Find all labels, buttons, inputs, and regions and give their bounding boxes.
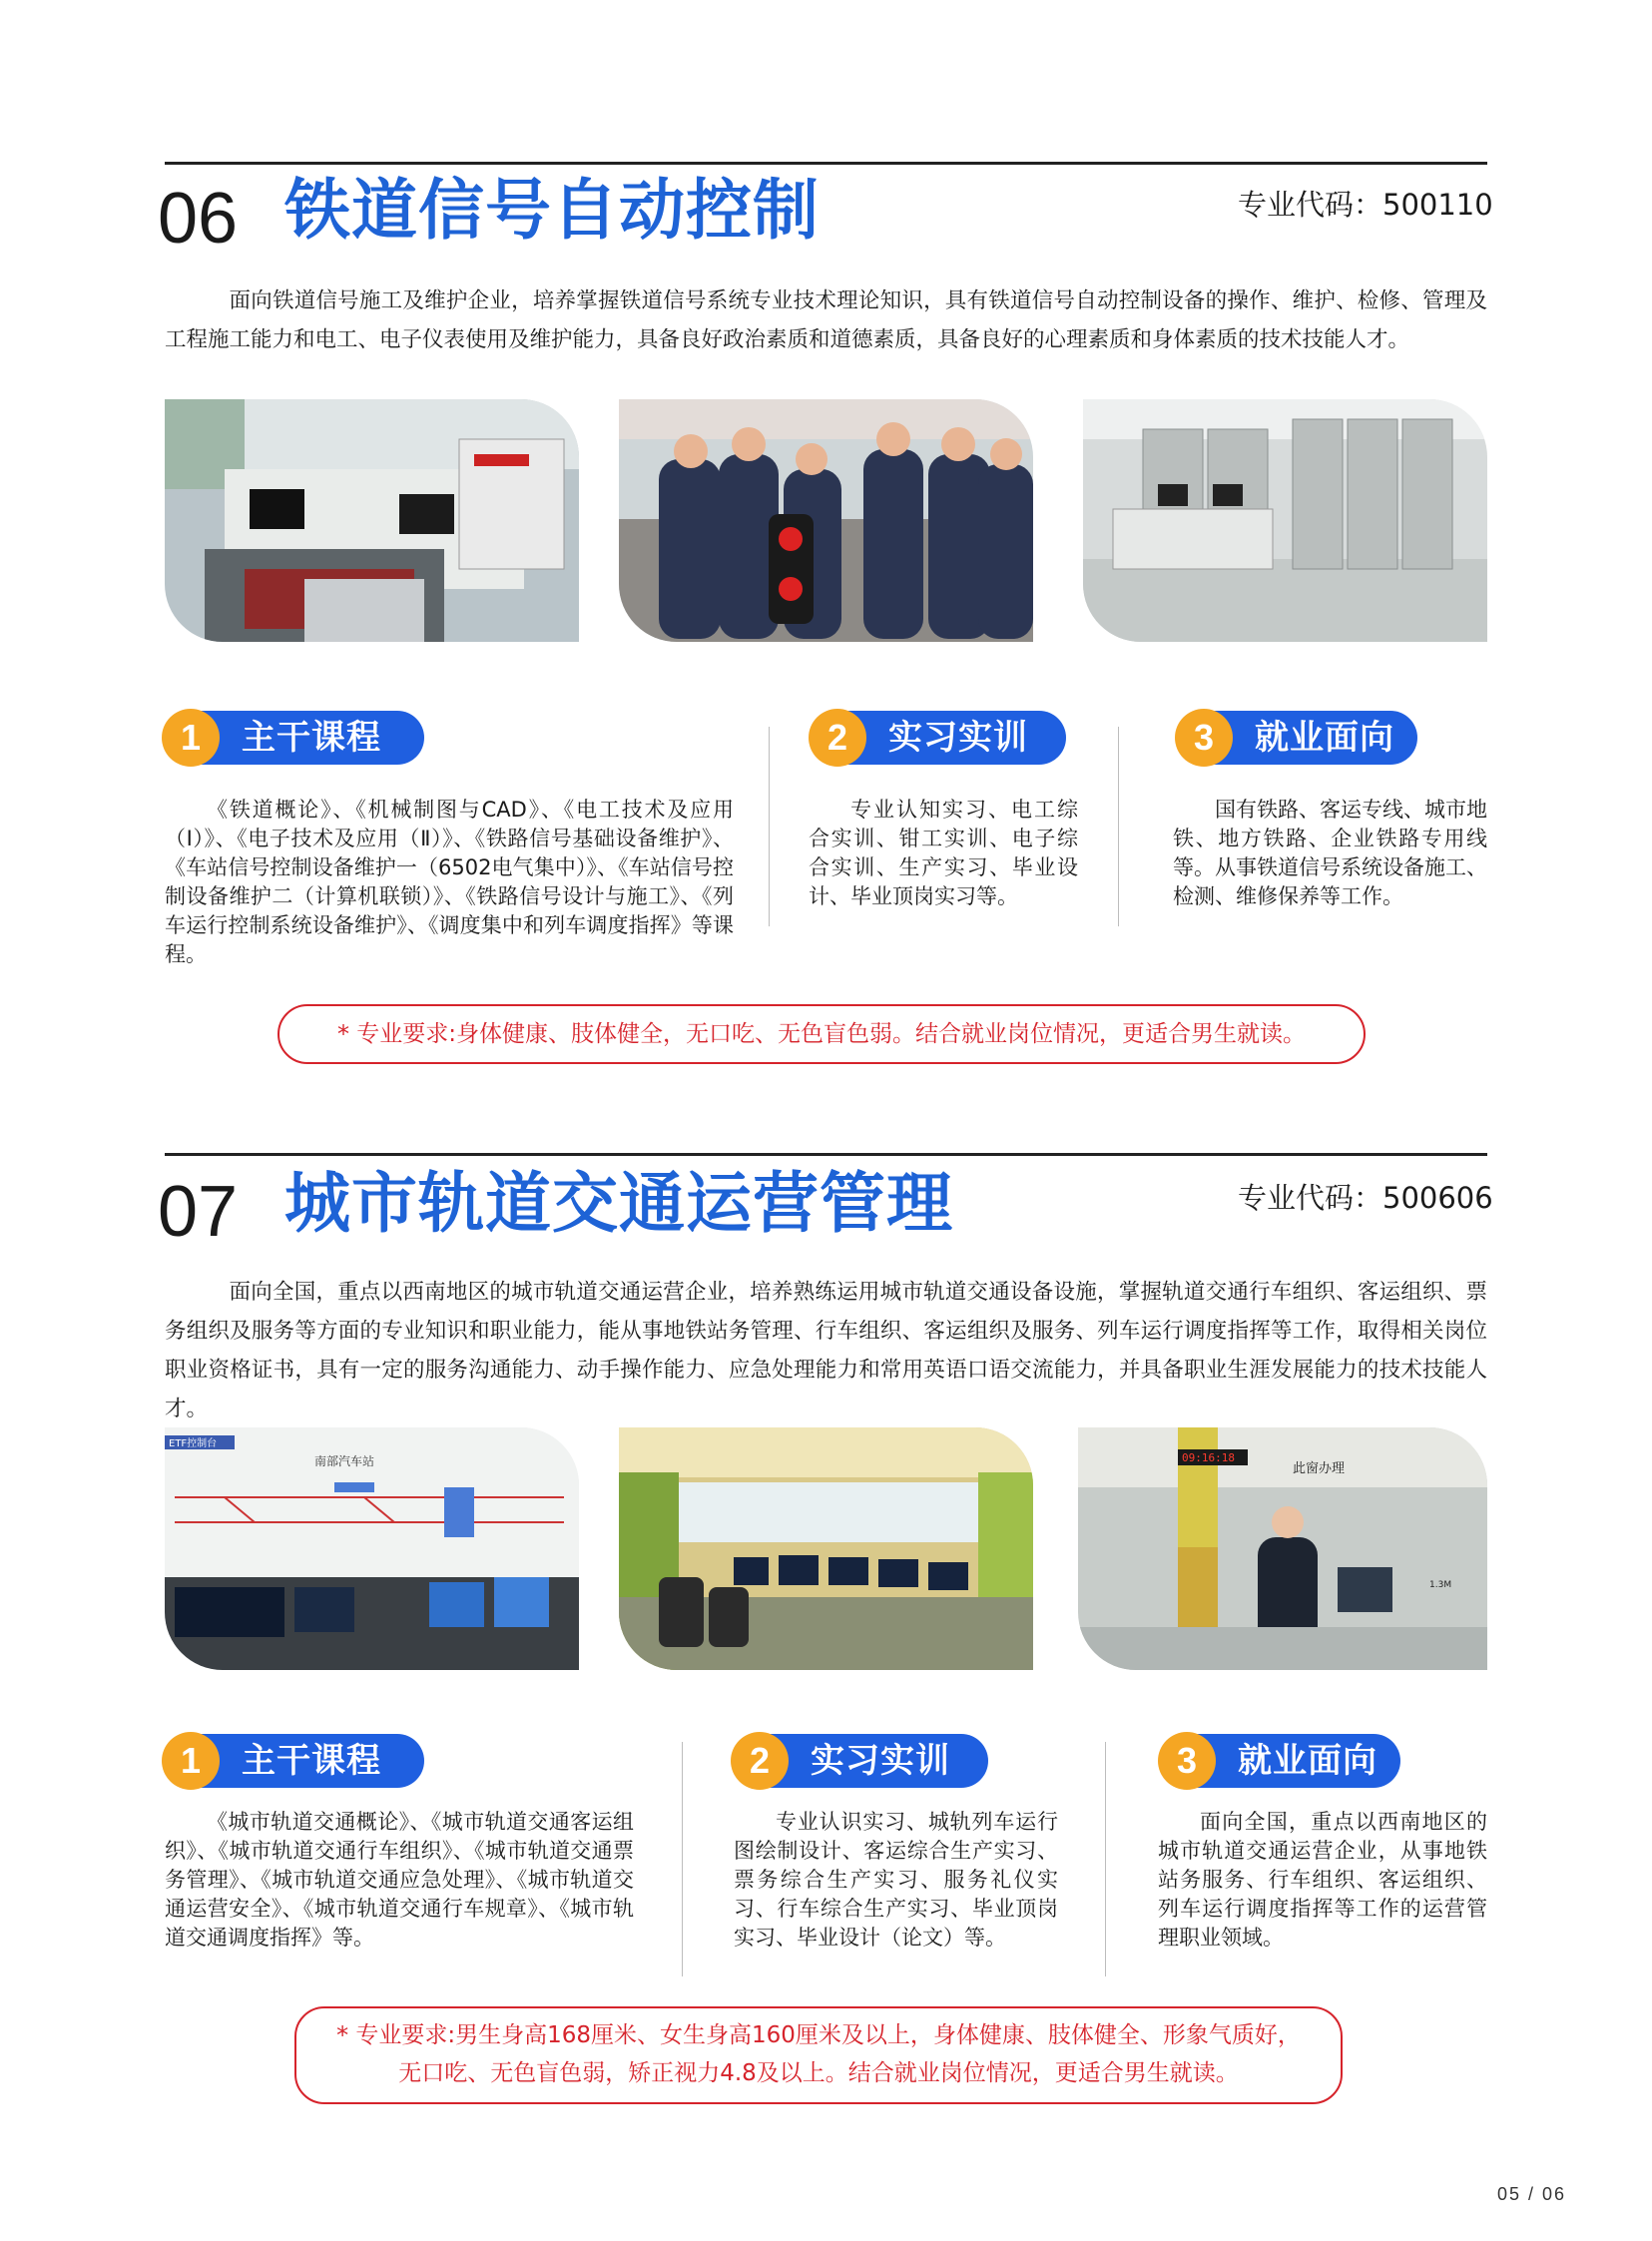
- photo-signal-lab: [165, 399, 579, 642]
- badge-number: 3: [1158, 1732, 1216, 1790]
- requirement-text: 专业要求:男生身高168厘米、女生身高160厘米及以上，身体健康、肢体健全、形象气质好，: [355, 2022, 1301, 2048]
- badge-number: 3: [1175, 709, 1233, 767]
- booth-sign: 此窗办理: [1293, 1461, 1346, 1476]
- requirement-line-2: 无口吃、无色盲色弱，矫正视力4.8及以上。结合就业岗位情况，更适合男生就读。: [398, 2060, 1239, 2086]
- section-07-requirement: [294, 2006, 1343, 2104]
- badge-number: 1: [162, 709, 220, 767]
- board-tag: ETF控制台: [169, 1438, 218, 1449]
- photo-simulation-room: [619, 1427, 1033, 1670]
- section-06-code: 专业代码：500110: [1238, 188, 1493, 222]
- photo-ticket-booth: [1078, 1427, 1487, 1670]
- requirement-line-1: [296, 2016, 1341, 2054]
- badge-number: 2: [731, 1732, 789, 1790]
- pill-internship: [817, 711, 1066, 765]
- section-06-requirement: [277, 1004, 1366, 1064]
- column-divider: [1118, 727, 1119, 926]
- pill-employment: [1183, 711, 1417, 765]
- column-divider: [682, 1742, 683, 1976]
- internship-text: 专业认识实习、城轨列车运行图绘制设计、客运综合生产实习、票务综合生产实习、服务礼仪实习、行车综合生产实习、毕业顶岗实习、毕业设计（论文）等。: [734, 1810, 1058, 1950]
- pill-label: 就业面向: [1238, 1741, 1377, 1781]
- section-07-title: 城市轨道交通运营管理: [284, 1165, 953, 1242]
- asterisk: *: [336, 1020, 349, 1048]
- section-07-number: 07: [158, 1172, 239, 1252]
- section-06-intro: 面向铁道信号施工及维护企业，培养掌握铁道信号系统专业技术理论知识，具有铁道信号自动控制设备的操作、维护、检修、管理及工程施工能力和电工、电子仪表使用及维护能力，具备良好政治素质和道德素质，具备良好的心理素质和身体素质的技术技能人才。: [165, 288, 1487, 352]
- photo-dispatch-center: [165, 1427, 579, 1670]
- core-courses-text: 《铁道概论》、《机械制图与CAD》、《电工技术及应用（Ⅰ）》、《电子技术及应用（Ⅱ）》、《铁路信号基础设备维护》、《车站信号控制设备维护一（6502电气集中）》、《车站信号控制设备维护二（计算机联锁）》、《铁路信号设计与施工》、《列车运行控制系统设备维护》、《调度集中和列车调度指挥》等课程。: [165, 798, 734, 966]
- badge-number: 1: [162, 1732, 220, 1790]
- employment-text: 国有铁路、客运专线、城市地铁、地方铁路、企业铁路专用线等。从事铁道信号系统设备施工、检测、维修保养等工作。: [1173, 798, 1487, 908]
- column-divider: [769, 727, 770, 926]
- pill-label: 就业面向: [1255, 718, 1394, 758]
- requirement-text: 专业要求:身体健康、肢体健全，无口吃、无色盲色弱。结合就业岗位情况，更适合男生就读。: [356, 1021, 1307, 1047]
- section-06-number: 06: [158, 179, 239, 259]
- asterisk: *: [336, 2021, 349, 2049]
- pill-employment: [1166, 1734, 1400, 1788]
- booth-clock: 09:16:18: [1182, 1451, 1235, 1464]
- pill-core-courses: [170, 1734, 424, 1788]
- photo-students-signal: [619, 399, 1033, 642]
- pill-label: 实习实训: [888, 718, 1028, 758]
- section-06-top-rule: [165, 162, 1487, 165]
- height-mark: 1.3M: [1429, 1580, 1452, 1590]
- photo-equipment-room: [1083, 399, 1487, 642]
- page-number: 05 / 06: [1497, 2184, 1567, 2204]
- employment-text: 面向全国，重点以西南地区的城市轨道交通运营企业，从事地铁站务服务、行车组织、客运组织、列车运行调度指挥等工作的运营管理职业领域。: [1158, 1810, 1487, 1950]
- section-07-top-rule: [165, 1153, 1487, 1156]
- internship-text: 专业认知实习、电工综合实训、钳工实训、电子综合实训、生产实习、毕业设计、毕业顶岗实习等。: [809, 798, 1078, 908]
- column-divider: [1105, 1742, 1106, 1976]
- pill-internship: [739, 1734, 988, 1788]
- section-07-code: 专业代码：500606: [1238, 1181, 1493, 1215]
- pill-label: 主干课程: [242, 718, 381, 758]
- core-courses-text: 《城市轨道交通概论》、《城市轨道交通客运组织》、《城市轨道交通行车组织》、《城市轨道交通票务管理》、《城市轨道交通应急处理》、《城市轨道交通运营安全》、《城市轨道交通行车规章》、《城市轨道交通调度指挥》等。: [165, 1810, 634, 1950]
- pill-core-courses: [170, 711, 424, 765]
- badge-number: 2: [809, 709, 866, 767]
- section-06-title: 铁道信号自动控制: [284, 172, 820, 249]
- panel-sign: 南部汽车站: [314, 1454, 375, 1468]
- pill-label: 实习实训: [811, 1741, 950, 1781]
- pill-label: 主干课程: [242, 1741, 381, 1781]
- section-07-intro: 面向全国，重点以西南地区的城市轨道交通运营企业，培养熟练运用城市轨道交通设备设施，掌握轨道交通行车组织、客运组织、票务组织及服务等方面的专业知识和职业能力，能从事地铁站务管理、行车组织、客运组织及服务、列车运行调度指挥等工作，取得相关岗位职业资格证书，具有一定的服务沟通能力、动手操作能力、应急处理能力和常用英语口语交流能力，并具备职业生涯发展能力的技术技能人才。: [165, 1280, 1487, 1421]
